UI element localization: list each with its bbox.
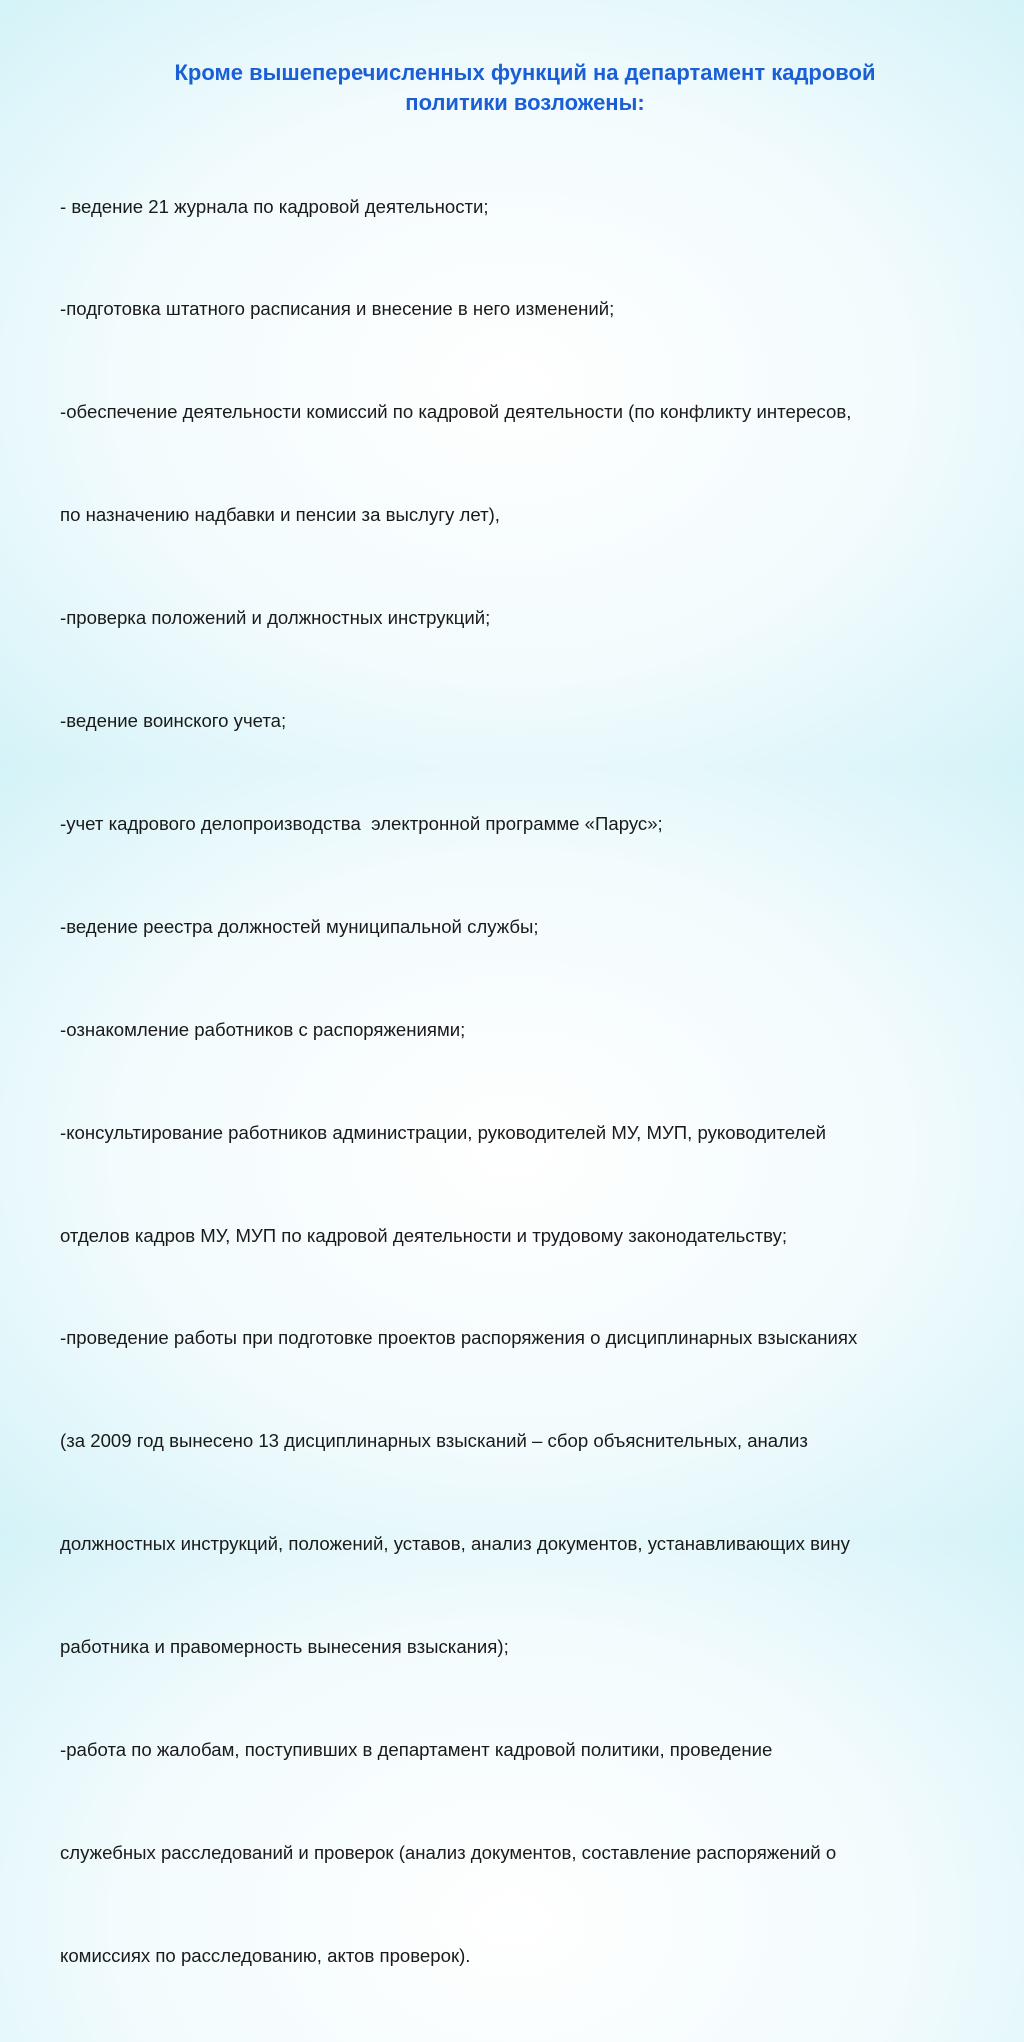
body-line: должностных инструкций, положений, уставов, анализ документов, устанавливающих вину (60, 1533, 850, 1555)
body-line: по назначению надбавки и пенсии за выслугу лет), (60, 504, 500, 526)
body-line: (за 2009 год вынесено 13 дисциплинарных взысканий – сбор объяснительных, анализ (60, 1430, 808, 1452)
body-line: отделов кадров МУ, МУП по кадровой деятельности и трудовому законодательству; (60, 1224, 788, 1246)
slide-body (60, 121, 1000, 2042)
body-line: -проведение работы при подготовке проектов распоряжения о дисциплинарных взысканиях (60, 1327, 858, 1349)
body-line: работника и правомерность вынесения взыскания); (60, 1636, 509, 1658)
body-line: -ведение реестра должностей муниципальной службы; (60, 915, 539, 937)
body-line: -проверка положений и должностных инструкций; (60, 607, 491, 629)
slide-title-line-2: политики возложены: (405, 90, 645, 115)
body-line: комиссиях по расследованию, актов проверок). (60, 1944, 471, 1966)
body-line: служебных расследований и проверок (анализ документов, составление распоряжений о (60, 1841, 837, 1863)
body-line: -работа по жалобам, поступивших в департамент кадровой политики, проведение (60, 1738, 773, 1760)
body-line: -консультирование работников администрации, руководителей МУ, МУП, руководителей (60, 1121, 827, 1143)
body-line: -подготовка штатного расписания и внесение в него изменений; (60, 298, 615, 320)
body-line: -обеспечение деятельности комиссий по кадровой деятельности (по конфликту интересов, (60, 401, 852, 423)
body-line: -ведение воинского учета; (60, 710, 287, 732)
slide-title (60, 58, 990, 118)
body-line: -ознакомление работников с распоряжениями; (60, 1018, 466, 1040)
body-line: - ведение 21 журнала по кадровой деятельности; (60, 195, 489, 217)
body-line: -учет кадрового делопроизводства электронной программе «Парус»; (60, 812, 663, 834)
slide-title-line-1: Кроме вышеперечисленных функций на департамент кадровой (174, 60, 876, 85)
